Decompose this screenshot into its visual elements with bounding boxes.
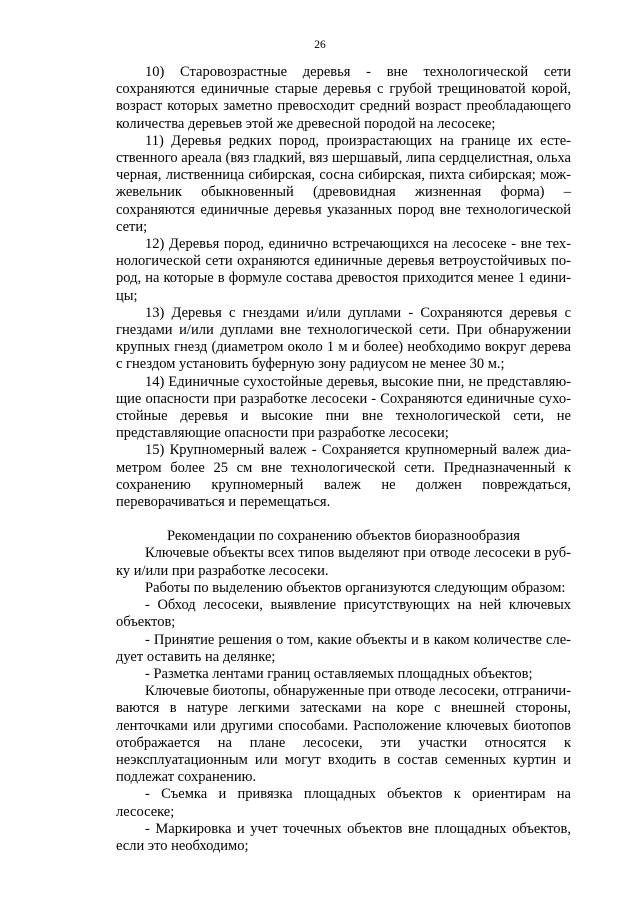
list-item-decision: - Принятие решения о том, какие объекты и в каком количестве следует оставить на делянке; <box>116 631 571 665</box>
paragraph-key-biotopes: Ключевые биотопы, обнаруженные при отводе лесосеки, отграничиваются в натуре легкими затесками на коре с внешней стороны, ленточками или другими способами. Расположение ключевых биотопов отображается на плане лесосеки, эти участки относятся к неэксплуатационным или могут входить в состав семенных куртин и подлежат сохранению. <box>116 683 571 786</box>
list-item-point-objects: - Маркировка и учет точечных объектов вне площадных объектов, если это необходимо; <box>116 820 571 854</box>
page-number: 26 <box>314 39 326 51</box>
criterion-12: 12) Деревья пород, единично встречающихся на лесосеке - вне технологической сети охраняются единичные деревья ветроустойчивых пород, на которые в формуле состава древостоя приходится менее 1 единицы; <box>116 236 571 304</box>
list-item-survey: - Обход лесосеки, выявление присутствующих на ней ключевых объектов; <box>116 597 571 631</box>
criterion-14: 14) Единичные сухостойные деревья, высокие пни, не представляющие опасности при разработке лесосеки - Сохраняются единичные сухостойные деревья и высокие пни вне технологической сети, не представляющие опасности при разработке лесосеки; <box>116 373 571 442</box>
document-body <box>116 64 571 855</box>
criterion-10: 10) Старовозрастные деревья - вне технологической сети сохраняются единичные старые деревья с грубой трещиноватой корой, возраст которых заметно превосходит средний возраст преобладающего количества деревьев этой же древесной породой на лесосеке; <box>116 64 571 132</box>
paragraph-key-objects: Ключевые объекты всех типов выделяют при отводе лесосеки в рубку и/или при разработке лесосеки. <box>116 545 571 579</box>
section-heading: Рекомендации по сохранению объектов биоразнообразия <box>167 528 520 545</box>
criterion-11: 11) Деревья редких пород, произрастающих на границе их естественного ареала (вяз гладкий, вяз шершавый, липа сердцелистная, ольха черная, лиственница сибирская, сосна сибирская, пихта сибирская; можжевельник обыкновенный (древовидная жизненная форма) – сохраняются единичные деревья указанных пород вне технологической сети; <box>116 132 571 235</box>
paragraph-work-organization: Работы по выделению объектов организуются следующим образом: <box>145 579 566 596</box>
list-item-marking-tapes: - Разметка лентами границ оставляемых площадных объектов; <box>145 665 533 682</box>
criterion-15: 15) Крупномерный валеж - Сохраняется крупномерный валеж диаметром более 25 см вне технологической сети. Предназначенный к сохранению крупномерный валеж не должен повреждаться, переворачиваться и перемещаться. <box>116 442 571 511</box>
list-item-survey-binding: - Съемка и привязка площадных объектов к ориентирам на лесосеке; <box>116 786 571 820</box>
criterion-13: 13) Деревья с гнездами и/или дуплами - Сохраняются деревья с гнездами и/или дуплами вне технологической сети. При обнаружении крупных гнезд (диаметром около 1 м и более) необходимо вокруг дерева с гнездом установить буферную зону радиусом не менее 30 м.; <box>116 304 571 373</box>
